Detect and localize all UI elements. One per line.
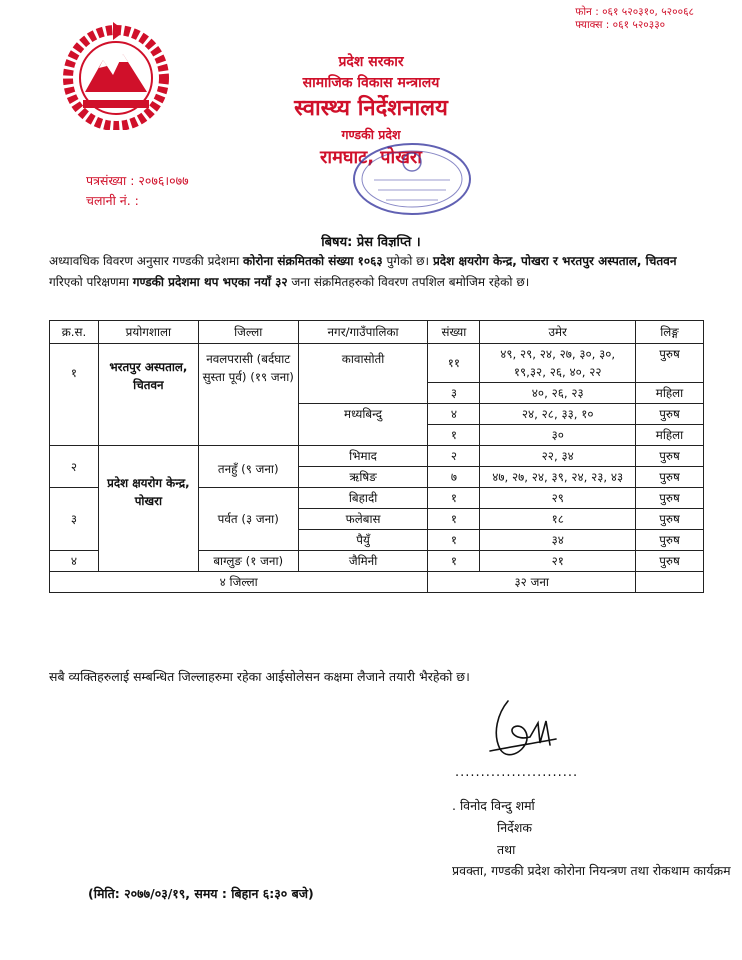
- office-stamp: [350, 140, 475, 218]
- signatory-and: तथा: [497, 842, 516, 857]
- fax-text: फ्याक्स : ०६१ ५२०३३०: [575, 19, 666, 31]
- cell-count: १: [428, 488, 480, 509]
- table-row: [50, 446, 704, 467]
- header-province: गण्डकी प्रदेश: [341, 127, 401, 142]
- signatory-name: . विनोद विन्दु शर्मा: [452, 798, 535, 813]
- total-districts: ४ जिल्ला: [50, 572, 428, 593]
- total-empty-cell: [636, 572, 704, 593]
- body-bold-1: कोरोना संक्रमितको संख्या १०६३: [243, 254, 383, 268]
- cell-district: नवलपरासी (बर्दघाट सुस्ता पूर्व) (१९ जना): [198, 344, 298, 446]
- cell-ages: २२, ३४: [480, 446, 636, 467]
- cell-municipality: फलेबास: [298, 509, 428, 530]
- col-header-count: संख्या: [428, 321, 480, 344]
- cell-ages: ३०: [480, 425, 636, 446]
- body-paragraph: [49, 251, 699, 293]
- cell-ages: २९: [480, 488, 636, 509]
- cell-lab: भरतपुर अस्पताल, चितवन: [98, 344, 198, 446]
- contact-info: [575, 6, 694, 32]
- cell-ages: २१: [480, 551, 636, 572]
- cell-count: १: [428, 509, 480, 530]
- cell-count: १: [428, 530, 480, 551]
- cell-count: ३: [428, 383, 480, 404]
- cell-sn: २: [50, 446, 99, 488]
- cell-sn: ३: [50, 488, 99, 551]
- cell-gender: पुरुष: [636, 488, 704, 509]
- cell-gender: पुरुष: [636, 530, 704, 551]
- handwritten-signature: [480, 693, 560, 763]
- table-total-row: [50, 572, 704, 593]
- dispatch-number: चलानी नं. :: [86, 193, 139, 208]
- body-text-4: जना संक्रमितहरुको विवरण तपशिल बमोजिम रहेको छ।: [287, 275, 530, 289]
- cell-count: २: [428, 446, 480, 467]
- cell-municipality: मध्यबिन्दु: [298, 404, 428, 446]
- cell-gender: पुरुष: [636, 344, 704, 383]
- cell-sn: ४: [50, 551, 99, 572]
- cell-ages: १८: [480, 509, 636, 530]
- cell-gender: पुरुष: [636, 404, 704, 425]
- cell-gender: पुरुष: [636, 509, 704, 530]
- table-row: [50, 344, 704, 383]
- cell-municipality: पैयुँ: [298, 530, 428, 551]
- col-header-district: जिल्ला: [198, 321, 298, 344]
- col-header-gender: लिङ्ग: [636, 321, 704, 344]
- letter-number: पत्रसंख्या : २०७६।०७७: [86, 173, 189, 188]
- header-directorate: स्वास्थ्य निर्देशनालय: [294, 96, 448, 121]
- cell-count: ४: [428, 404, 480, 425]
- cell-district: बाग्लुङ (१ जना): [198, 551, 298, 572]
- cell-district: पर्वत (३ जना): [198, 488, 298, 551]
- cell-count: ७: [428, 467, 480, 488]
- cell-gender: पुरुष: [636, 551, 704, 572]
- cell-gender: महिला: [636, 425, 704, 446]
- body-bold-3: गण्डकी प्रदेशमा थप भएका नयाँ ३२: [132, 275, 288, 289]
- cell-municipality: कावासोती: [298, 344, 428, 404]
- cell-municipality: बिहादी: [298, 488, 428, 509]
- col-header-lab: प्रयोगशाला: [98, 321, 198, 344]
- cell-ages: ४७, २७, २४, ३९, २४, २३, ४३: [480, 467, 636, 488]
- signatory-title: निर्देशक: [497, 820, 532, 835]
- cell-ages: २४, २८, ३३, १०: [480, 404, 636, 425]
- cell-gender: महिला: [636, 383, 704, 404]
- header-provincial-government: प्रदेश सरकार: [338, 54, 404, 70]
- cell-municipality: भिमाद: [298, 446, 428, 467]
- cell-count: ११: [428, 344, 480, 383]
- cell-municipality: जैमिनी: [298, 551, 428, 572]
- body-text-3: गरिएको परिक्षणमा: [49, 275, 133, 289]
- body-bold-2: प्रदेश क्षयरोग केन्द्र, पोखरा र भरतपुर अस्पताल, चितवन: [432, 254, 677, 268]
- body-text-2: पुगेको छ।: [382, 254, 433, 268]
- cell-gender: पुरुष: [636, 446, 704, 467]
- table-header-row: [50, 321, 704, 344]
- header-ministry: सामाजिक विकास मन्त्रालय: [302, 75, 440, 91]
- body-text-1: अध्यावधिक विवरण अनुसार गण्डकी प्रदेशमा: [49, 254, 244, 268]
- cases-table: [49, 320, 704, 593]
- cell-ages: ४९, २९, २४, २७, ३०, ३०, १९,३२, २६, ४०, २२: [480, 344, 636, 383]
- cell-municipality: ऋषिङ: [298, 467, 428, 488]
- phone-text: फोन : ०६१ ५२०३१०, ५२००६८: [575, 6, 694, 18]
- signatory-role: प्रवक्ता, गण्डकी प्रदेश कोरोना नियन्त्रण तथा रोकथाम कार्यक्रम: [452, 863, 731, 878]
- cell-ages: ४०, २६, २३: [480, 383, 636, 404]
- col-header-age: उमेर: [480, 321, 636, 344]
- cell-count: १: [428, 551, 480, 572]
- col-header-municipality: नगर/गाउँपालिका: [298, 321, 428, 344]
- signature-line: ........................: [455, 765, 579, 780]
- cell-sn: १: [50, 344, 99, 446]
- total-people: ३२ जना: [428, 572, 636, 593]
- closing-statement: सबै व्यक्तिहरुलाई सम्बन्धित जिल्लाहरुमा रहेका आईसोलेसन कक्षमा लैजाने तयारी भैरहेको छ।: [49, 669, 470, 684]
- release-date-time: (मिति: २०७७/०३/१९, समय : बिहान ६:३० बजे): [88, 886, 314, 901]
- cell-ages: ३४: [480, 530, 636, 551]
- header-location: रामघाट, पोखरा: [320, 147, 422, 168]
- cell-district: तनहुँ (९ जना): [198, 446, 298, 488]
- subject-line: बिषय: प्रेस विज्ञप्ति ।: [321, 235, 421, 250]
- cell-gender: पुरुष: [636, 467, 704, 488]
- cell-count: १: [428, 425, 480, 446]
- col-header-sn: क्र.स.: [50, 321, 99, 344]
- cell-lab: प्रदेश क्षयरोग केन्द्र, पोखरा: [98, 446, 198, 572]
